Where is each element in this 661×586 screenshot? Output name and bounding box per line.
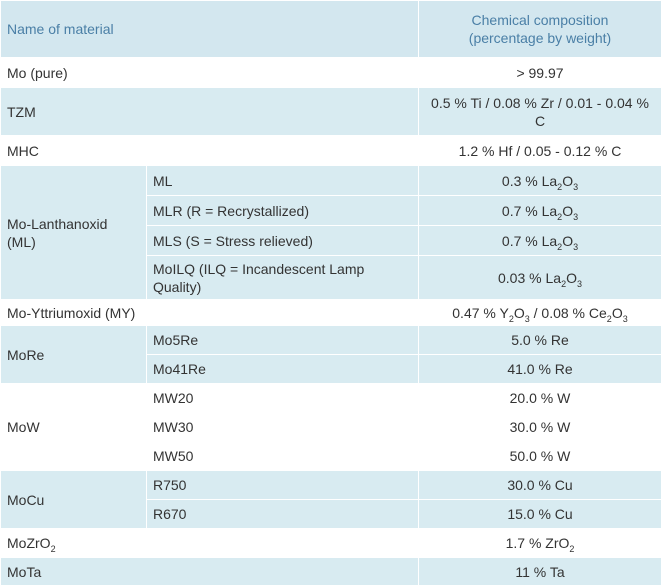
header-row <box>1 1 661 58</box>
composition-value: 0.7 % $La_2O_3$ <box>419 226 661 256</box>
composition-value: 11 % Ta <box>419 558 661 586</box>
material-variant: MW20 <box>147 384 419 413</box>
table-row <box>1 136 661 166</box>
material-group-name: Mo-Lanthanoxid (ML) <box>1 166 147 300</box>
material-name: Mo (pure) <box>1 58 419 88</box>
material-variant: R670 <box>147 500 419 529</box>
composition-value: 50.0 % W <box>419 442 661 471</box>
table-row <box>1 558 661 586</box>
composition-value: 20.0 % W <box>419 384 661 413</box>
material-name: MoTa <box>1 558 419 586</box>
material-variant: Mo5Re <box>147 326 419 355</box>
material-variant: MLR (R = Recrystallized) <box>147 196 419 226</box>
table-row <box>1 384 661 413</box>
composition-value: 0.7 % $La_2O_3$ <box>419 196 661 226</box>
composition-value: 15.0 % Cu <box>419 500 661 529</box>
composition-value: 0.3 % $La_2O_3$ <box>419 166 661 196</box>
composition-value: 5.0 % Re <box>419 326 661 355</box>
header-composition-line2: (percentage by weight) <box>469 30 611 46</box>
material-group-name: MoCu <box>1 471 147 529</box>
table-row <box>1 471 661 500</box>
header-chemical-composition <box>419 1 661 58</box>
composition-value: 0.47 % $Y_2O_3 / 0.08$ % $Ce_2O_3$ <box>419 300 661 326</box>
composition-value: 0.5 % Ti / 0.08 % Zr / 0.01 - 0.04 % C <box>419 88 661 136</box>
table-row <box>1 166 661 196</box>
material-name: Mo-Yttriumoxid (MY) <box>1 300 419 326</box>
table-row <box>1 88 661 136</box>
composition-value: 41.0 % Re <box>419 355 661 384</box>
material-variant: Mo41Re <box>147 355 419 384</box>
material-group-name: MoW <box>1 384 147 471</box>
table-row <box>1 326 661 355</box>
material-name: TZM <box>1 88 419 136</box>
table-row <box>1 529 661 558</box>
material-variant: MW50 <box>147 442 419 471</box>
header-name-of-material: Name of material <box>1 1 419 58</box>
material-name: MoZrO$_2$ <box>1 529 419 558</box>
material-variant: R750 <box>147 471 419 500</box>
composition-value: 1.2 % Hf / 0.05 - 0.12 % C <box>419 136 661 166</box>
table-row <box>1 58 661 88</box>
material-variant: ML <box>147 166 419 196</box>
material-variant: MW30 <box>147 413 419 442</box>
composition-value: 30.0 % Cu <box>419 471 661 500</box>
composition-value: > 99.97 <box>419 58 661 88</box>
header-composition-line1: Chemical composition <box>472 12 609 28</box>
material-variant: MoILQ (ILQ = Incandescent Lamp Quality) <box>147 256 419 300</box>
table-row <box>1 300 661 326</box>
composition-value: 1.7 % ZrO$_2$ <box>419 529 661 558</box>
composition-value: 0.03 % $La_2O_3$ <box>419 256 661 300</box>
material-group-name: MoRe <box>1 326 147 384</box>
material-name: MHC <box>1 136 419 166</box>
material-variant: MLS (S = Stress relieved) <box>147 226 419 256</box>
composition-value: 30.0 % W <box>419 413 661 442</box>
